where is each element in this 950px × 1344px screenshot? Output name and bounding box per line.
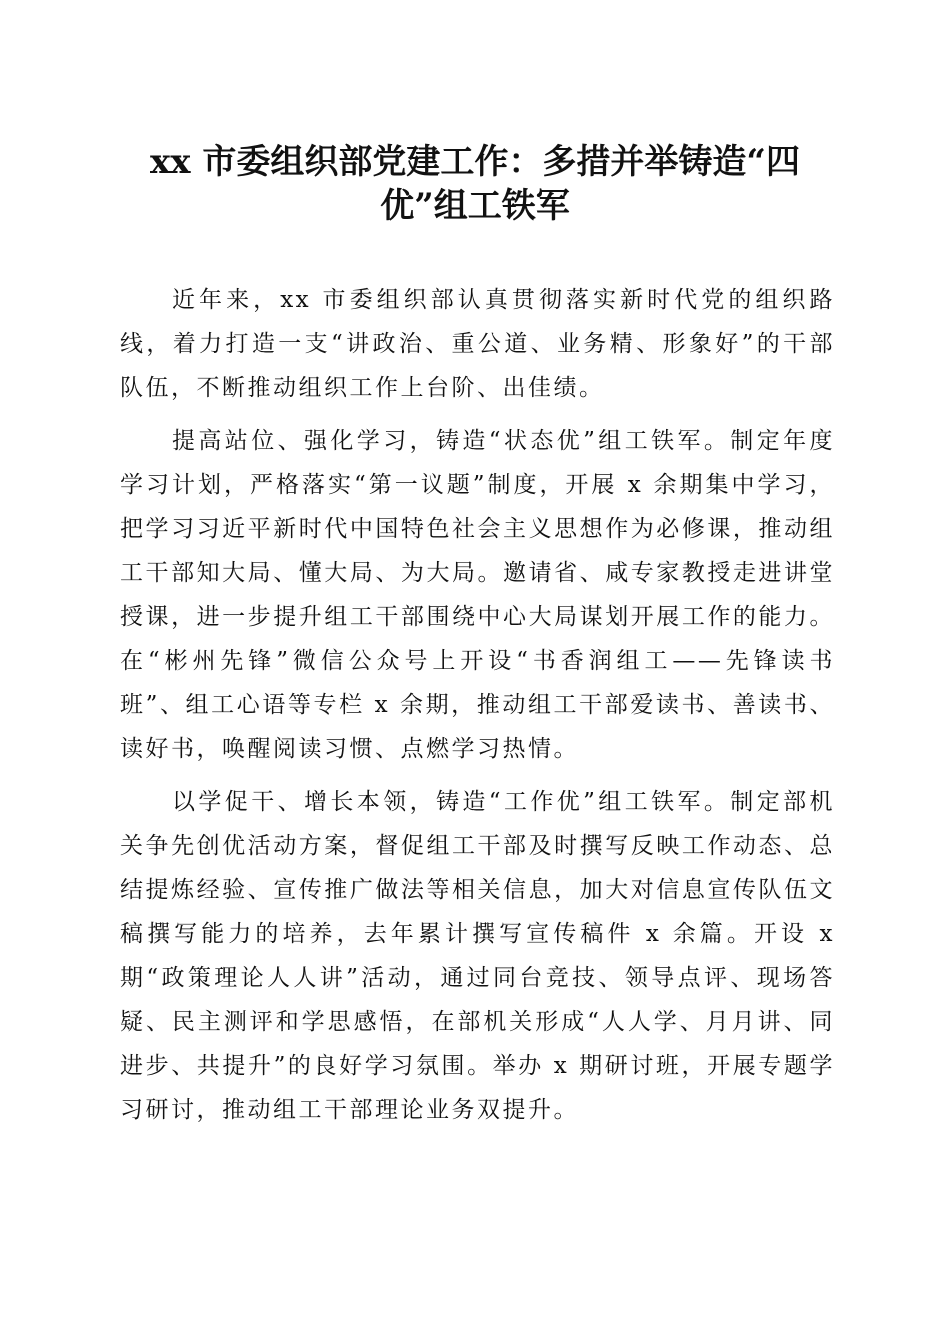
- paragraph-study: 提高站位、强化学习，铸造“状态优”组工铁军。制定年度学习计划，严格落实“第一议题”制度，开展 x 余期集中学习，把学习习近平新时代中国特色社会主义思想作为必修课，推动组工干部知大局、懂大局、为大局。邀请省、咸专家教授走进讲堂授课，进一步提升组工干部围绕中心大局谋划开展工作的能力。在“彬州先锋”微信公众号上开设“书香润组工——先锋读书班”、组工心语等专栏 x 余期，推动组工干部爱读书、善读书、读好书，唤醒阅读习惯、点燃学习热情。: [120, 428, 835, 762]
- title-line-1: xx 市委组织部党建工作：多措并举铸造“四: [150, 142, 800, 182]
- document-title: [110, 140, 840, 228]
- paragraph-intro: 近年来，xx 市委组织部认真贯彻落实新时代党的组织路线，着力打造一支“讲政治、重公道、业务精、形象好”的干部队伍，不断推动组织工作上台阶、出佳绩。: [120, 287, 835, 401]
- paragraph-work: 以学促干、增长本领，铸造“工作优”组工铁军。制定部机关争先创优活动方案，督促组工干部及时撰写反映工作动态、总结提炼经验、宣传推广做法等相关信息，加大对信息宣传队伍文稿撰写能力的培养，去年累计撰写宣传稿件 x 余篇。开设 x 期“政策理论人人讲”活动，通过同台竞技、领导点评、现场答疑、民主测评和学思感悟，在部机关形成“人人学、月月讲、同进步、共提升”的良好学习氛围。举办 x 期研讨班，开展专题学习研讨，推动组工干部理论业务双提升。: [120, 789, 835, 1123]
- title-line-2: 优”组工铁军: [380, 186, 570, 226]
- document-body: [120, 278, 835, 1141]
